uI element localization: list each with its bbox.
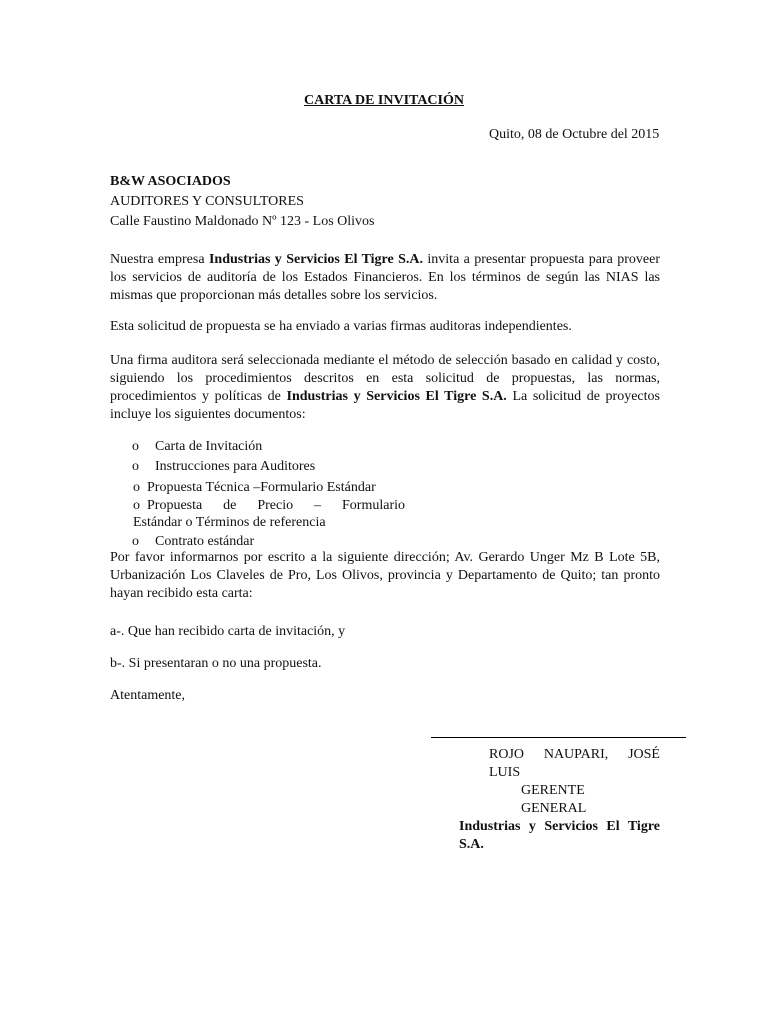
bullet-marker: o (132, 459, 139, 474)
signer-name: ROJO NAUPARI, JOSÉ LUIS (489, 747, 660, 780)
signer-role: GERENTE GENERAL (521, 783, 587, 816)
letter-date: Quito, 08 de Octubre del 2015 (489, 127, 660, 142)
recipient-line2: AUDITORES Y CONSULTORES (110, 194, 304, 209)
paragraph-6: b-. Si presentaran o no una propuesta. (110, 656, 322, 671)
closing: Atentamente, (110, 688, 186, 703)
letter-title: CARTA DE INVITACIÓN (303, 93, 464, 108)
bullet-marker: o (132, 439, 139, 454)
bullet-marker: o (133, 480, 140, 495)
company-name: Industrias y Servicios El Tigre S.A. (208, 252, 424, 267)
recipient-address: Calle Faustino Maldonado Nº 123 - Los Olivos (110, 214, 375, 229)
list-item: Instrucciones para Auditores (155, 459, 316, 474)
paragraph-5: a-. Que han recibido carta de invitación, y (110, 624, 346, 639)
recipient-block (110, 172, 375, 232)
paragraph-2: Esta solicitud de propuesta se ha enviado a varias firmas auditoras independientes. (110, 319, 572, 334)
list-item: Propuesta Técnica –Formulario Estándar (147, 480, 376, 495)
paragraph-1: Nuestra empresa Industrias y Servicios El Tigre S.A. invita a presentar propuesta para proveer los servicios de auditoría de los Estados Financieros. En los términos de según las NIAS las mismas que proporcionan más detalles sobre los servicios. (110, 252, 660, 303)
list-item: Carta de Invitación (155, 439, 263, 454)
signature-line (431, 737, 686, 738)
paragraph-3: Una firma auditora será seleccionada mediante el método de selección basado en calidad y costo, siguiendo los procedimientos descritos en esta solicitud de propuestas, las normas, procedimientos y políticas de Industrias y Servicios El Tigre S.A. La solicitud de proyectos incluye los siguientes documentos: (110, 353, 660, 422)
list-item-continuation: Estándar o Términos de referencia (133, 515, 326, 530)
bullet-marker: o (133, 498, 140, 513)
paragraph-4: Por favor informarnos por escrito a la siguiente dirección; Av. Gerardo Unger Mz B Lote 5B, Urbanización Los Claveles de Pro, Los Olivos, provincia y Departamento de Quito; tan pronto hayan recibido esta carta: (110, 550, 660, 601)
company-name: Industrias y Servicios El Tigre S.A. (286, 389, 507, 404)
bullet-marker: o (132, 534, 139, 549)
list-item: Contrato estándar (155, 534, 255, 549)
recipient-firm: B&W ASOCIADOS (110, 174, 231, 189)
signer-company: Industrias y Servicios El Tigre S.A. (459, 819, 660, 852)
list-item: Propuesta de Precio – Formulario (147, 498, 405, 513)
